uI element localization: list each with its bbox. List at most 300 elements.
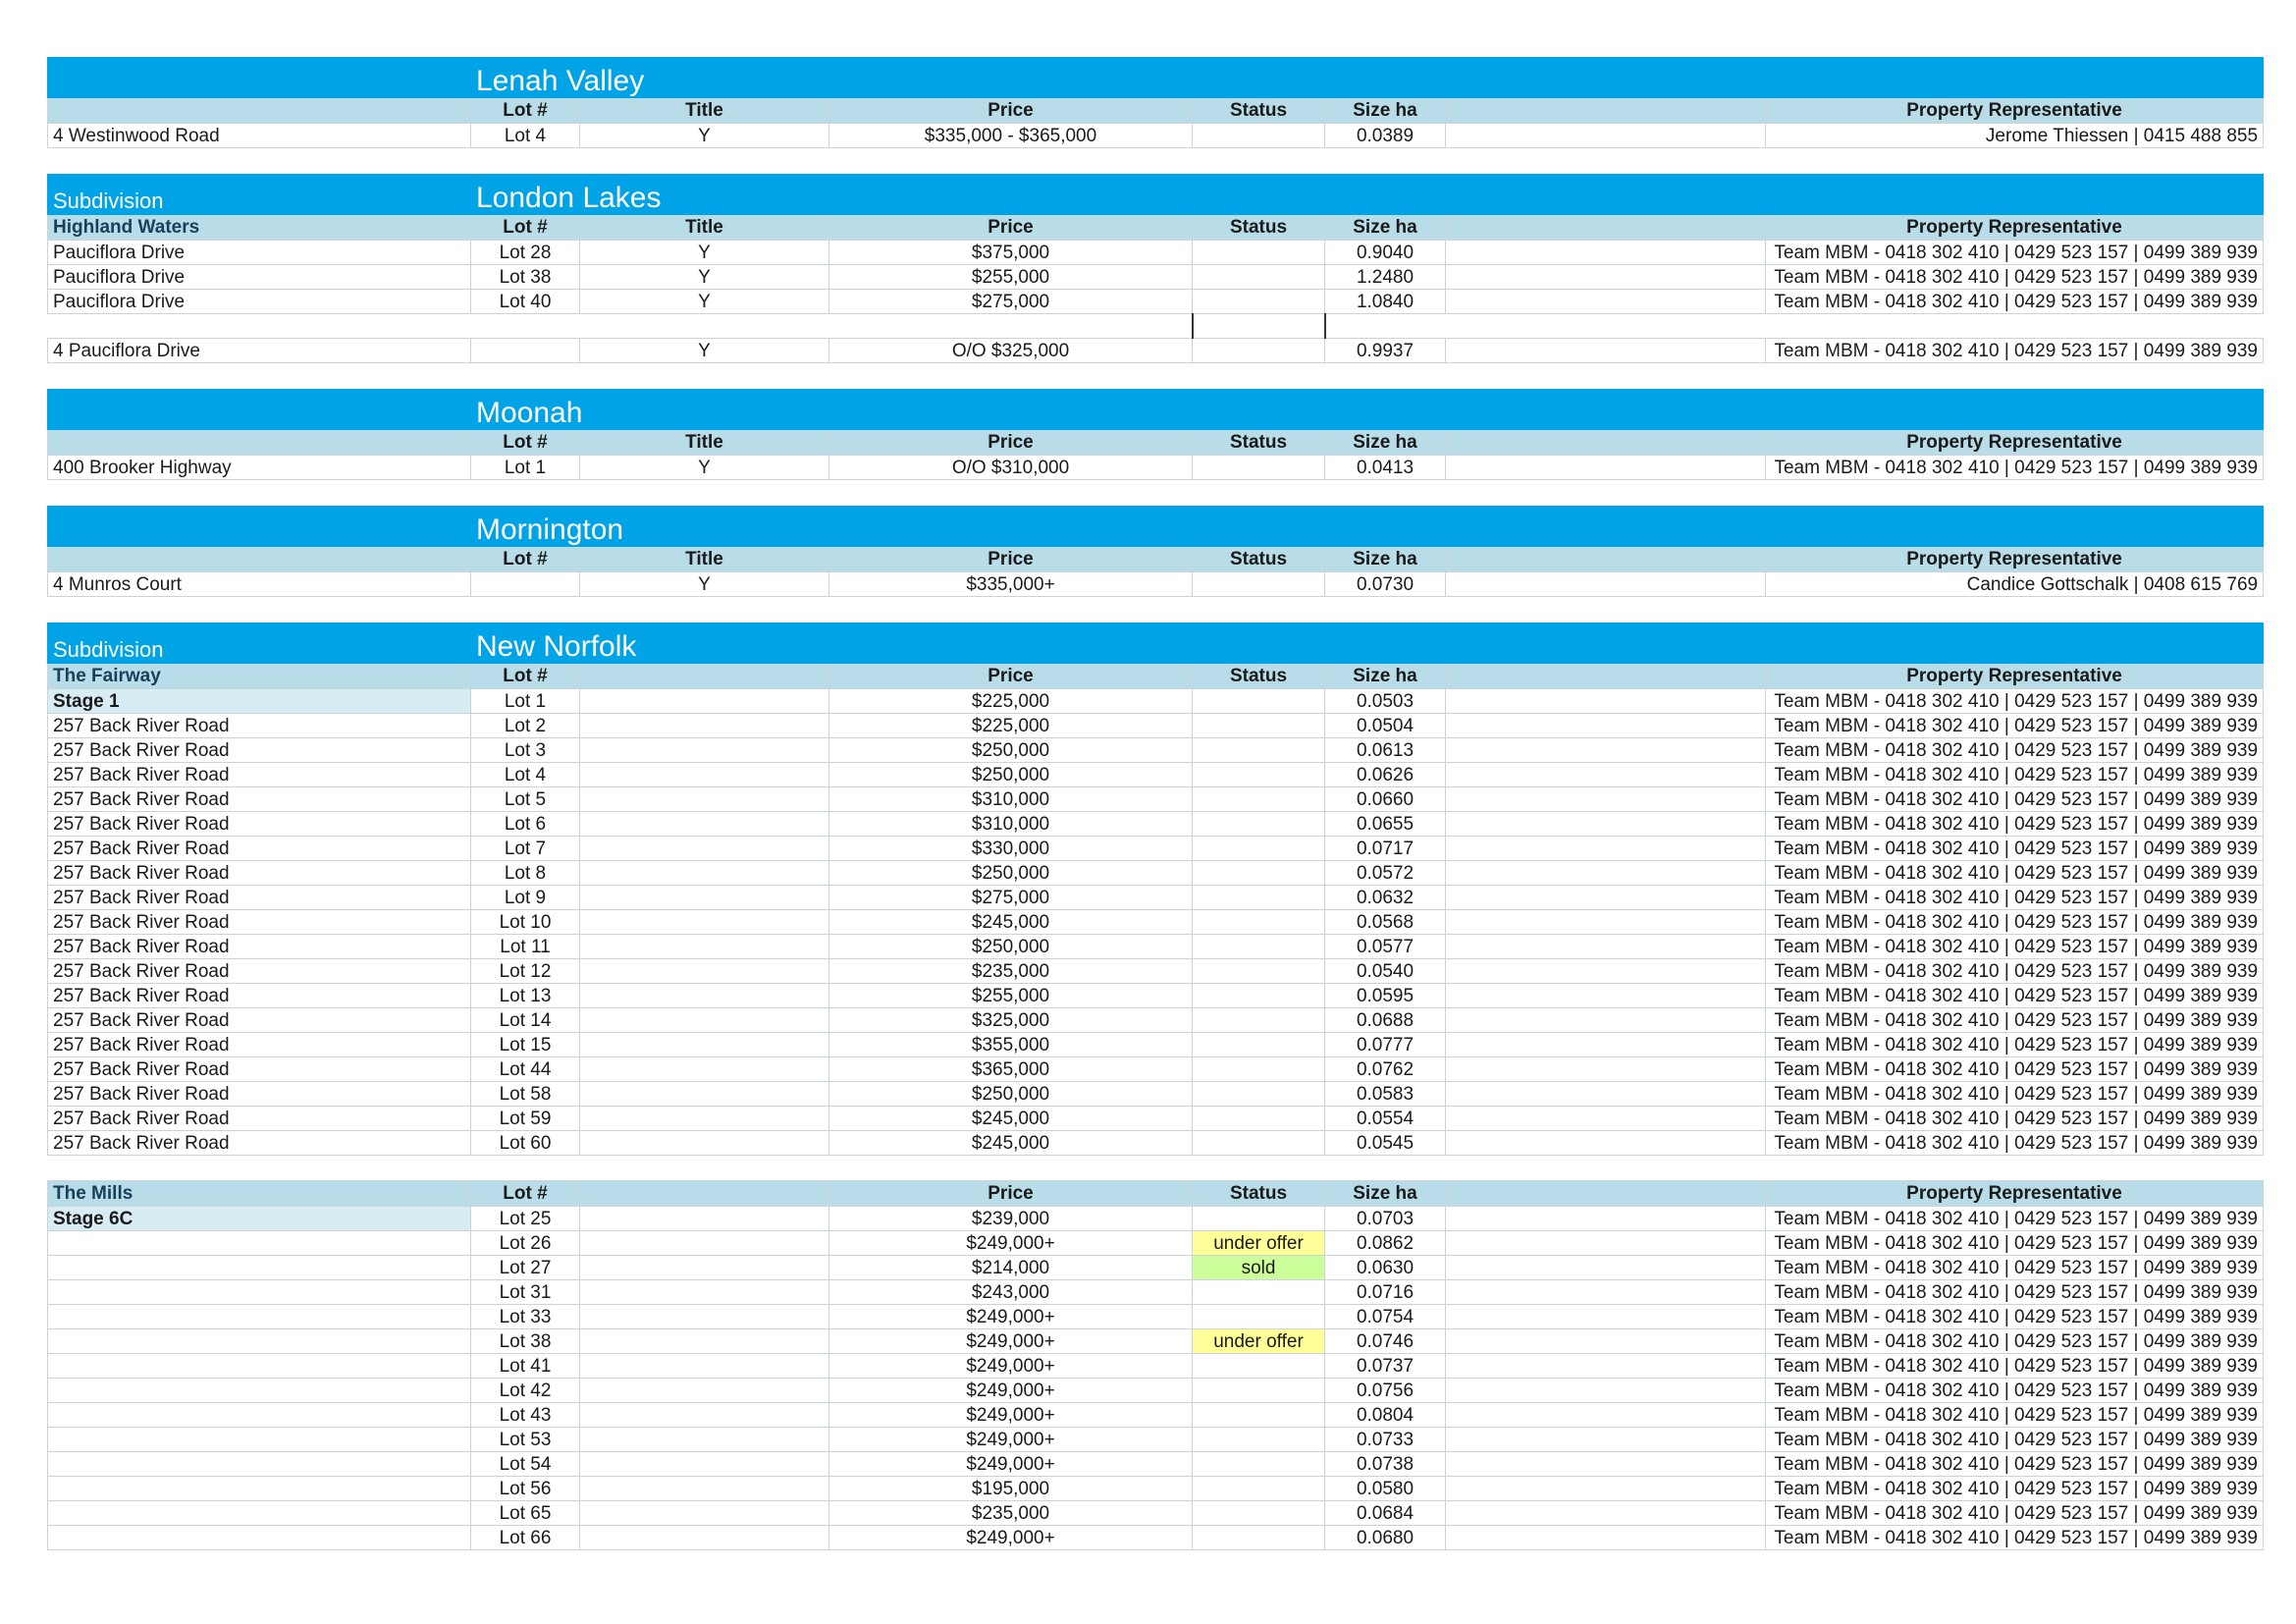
estate-name: The Mills <box>48 1181 471 1207</box>
rep-cell: Team MBM - 0418 302 410 | 0429 523 157 | 0499 389 939 <box>1766 1354 2264 1379</box>
col-rep-header: Property Representative <box>1766 664 2264 689</box>
col-status-header: Status <box>1193 664 1325 689</box>
title-cell <box>580 1280 829 1305</box>
price-cell: $249,000+ <box>829 1305 1193 1329</box>
rep-cell: Team MBM - 0418 302 410 | 0429 523 157 | 0499 389 939 <box>1766 1231 2264 1256</box>
status-cell <box>1193 787 1325 812</box>
status-cell <box>1193 1526 1325 1550</box>
rep-cell: Team MBM - 0418 302 410 | 0429 523 157 | 0499 389 939 <box>1766 1501 2264 1526</box>
price-cell: $249,000+ <box>829 1379 1193 1403</box>
col-rep-header: Property Representative <box>1766 98 2264 124</box>
section-label <box>48 58 471 98</box>
lot-cell: Lot 33 <box>471 1305 580 1329</box>
col-lot-header: Lot # <box>471 664 580 689</box>
price-cell: $249,000+ <box>829 1329 1193 1354</box>
price-cell: $250,000 <box>829 738 1193 763</box>
title-cell <box>580 837 829 861</box>
table-row <box>48 1403 2264 1428</box>
the-mills-section <box>47 1180 2264 1550</box>
table-row <box>48 787 2264 812</box>
table-row <box>48 1082 2264 1107</box>
spacer-cell <box>1446 1428 1766 1452</box>
lenah-valley-section <box>47 57 2264 148</box>
status-cell <box>1193 763 1325 787</box>
spacer-cell <box>1446 689 1766 714</box>
status-cell <box>1193 1452 1325 1477</box>
section-title-row <box>48 623 2264 664</box>
size-cell: 0.9937 <box>1325 339 1446 363</box>
status-cell <box>1193 1354 1325 1379</box>
size-cell: 0.0503 <box>1325 689 1446 714</box>
price-cell: $355,000 <box>829 1033 1193 1057</box>
size-cell: 0.0630 <box>1325 1256 1446 1280</box>
lot-cell: Lot 13 <box>471 984 580 1008</box>
address-cell: 257 Back River Road <box>48 837 471 861</box>
col-spacer <box>1446 215 1766 241</box>
lot-cell: Lot 31 <box>471 1280 580 1305</box>
title-cell <box>580 984 829 1008</box>
rep-cell: Team MBM - 0418 302 410 | 0429 523 157 | 0499 389 939 <box>1766 1082 2264 1107</box>
size-cell: 0.0545 <box>1325 1131 1446 1156</box>
address-cell: 257 Back River Road <box>48 910 471 935</box>
address-cell: Stage 6C <box>48 1207 471 1231</box>
spacer-cell <box>1446 1231 1766 1256</box>
price-cell: $245,000 <box>829 1131 1193 1156</box>
spacer-cell <box>1446 1057 1766 1082</box>
status-cell: under offer <box>1193 1329 1325 1354</box>
london-lakes-section <box>47 174 2264 363</box>
rep-cell: Team MBM - 0418 302 410 | 0429 523 157 | 0499 389 939 <box>1766 1033 2264 1057</box>
address-cell: 257 Back River Road <box>48 1008 471 1033</box>
status-cell <box>1193 837 1325 861</box>
address-cell: 257 Back River Road <box>48 738 471 763</box>
address-cell <box>48 1501 471 1526</box>
address-cell: 257 Back River Road <box>48 1057 471 1082</box>
title-cell <box>580 1082 829 1107</box>
col-spacer <box>1446 664 1766 689</box>
table-row <box>48 1379 2264 1403</box>
title-cell: Y <box>580 265 829 290</box>
price-cell: $250,000 <box>829 861 1193 886</box>
status-cell <box>1193 714 1325 738</box>
title-cell <box>580 1033 829 1057</box>
address-cell: 257 Back River Road <box>48 984 471 1008</box>
lot-cell: Lot 9 <box>471 886 580 910</box>
status-cell <box>1193 738 1325 763</box>
size-cell: 0.0540 <box>1325 959 1446 984</box>
address-cell <box>48 1231 471 1256</box>
lot-cell: Lot 59 <box>471 1107 580 1131</box>
size-cell: 0.0737 <box>1325 1354 1446 1379</box>
rep-cell: Team MBM - 0418 302 410 | 0429 523 157 | 0499 389 939 <box>1766 984 2264 1008</box>
rep-cell: Team MBM - 0418 302 410 | 0429 523 157 | 0499 389 939 <box>1766 1526 2264 1550</box>
address-cell: 257 Back River Road <box>48 812 471 837</box>
suburb-name: New Norfolk <box>471 623 2264 664</box>
table-row <box>48 1008 2264 1033</box>
address-cell <box>48 1354 471 1379</box>
estate-name <box>48 430 471 456</box>
table-row <box>48 1477 2264 1501</box>
address-cell: Pauciflora Drive <box>48 241 471 265</box>
spacer-cell <box>1446 984 1766 1008</box>
status-cell <box>1193 861 1325 886</box>
address-cell <box>48 1428 471 1452</box>
lot-cell <box>471 339 580 363</box>
col-status-header: Status <box>1193 430 1325 456</box>
status-cell <box>1193 1501 1325 1526</box>
rep-cell: Team MBM - 0418 302 410 | 0429 523 157 | 0499 389 939 <box>1766 1477 2264 1501</box>
col-size-header: Size ha <box>1325 215 1446 241</box>
table-row <box>48 572 2264 597</box>
status-cell <box>1193 290 1325 314</box>
price-cell: $249,000+ <box>829 1452 1193 1477</box>
title-cell <box>580 1057 829 1082</box>
spacer-cell <box>1446 1280 1766 1305</box>
lot-cell: Lot 38 <box>471 1329 580 1354</box>
address-cell: 257 Back River Road <box>48 886 471 910</box>
col-price-header: Price <box>829 1181 1193 1207</box>
price-cell: $245,000 <box>829 910 1193 935</box>
spacer-cell <box>1446 1477 1766 1501</box>
lot-cell: Lot 4 <box>471 763 580 787</box>
address-cell: 257 Back River Road <box>48 1131 471 1156</box>
title-cell <box>580 1107 829 1131</box>
spacer-cell <box>1446 1403 1766 1428</box>
table-row <box>48 837 2264 861</box>
table-row <box>48 290 2264 314</box>
spacer-cell <box>1446 1082 1766 1107</box>
address-cell: 4 Westinwood Road <box>48 124 471 148</box>
size-cell: 0.0580 <box>1325 1477 1446 1501</box>
address-cell: 257 Back River Road <box>48 787 471 812</box>
col-rep-header: Property Representative <box>1766 1181 2264 1207</box>
col-lot-header: Lot # <box>471 430 580 456</box>
col-title-header: Title <box>580 215 829 241</box>
title-cell <box>580 1305 829 1329</box>
section-label <box>48 507 471 547</box>
address-cell: 257 Back River Road <box>48 861 471 886</box>
size-cell: 0.0716 <box>1325 1280 1446 1305</box>
status-cell <box>1193 812 1325 837</box>
spacer-cell <box>1446 1107 1766 1131</box>
spacer-cell <box>1446 886 1766 910</box>
table-row <box>48 265 2264 290</box>
lot-cell: Lot 56 <box>471 1477 580 1501</box>
column-header-row <box>48 664 2264 689</box>
price-cell: $325,000 <box>829 1008 1193 1033</box>
col-title-header: Title <box>580 547 829 572</box>
rep-cell: Team MBM - 0418 302 410 | 0429 523 157 | 0499 389 939 <box>1766 689 2264 714</box>
status-cell <box>1193 689 1325 714</box>
address-cell: 257 Back River Road <box>48 1033 471 1057</box>
column-header-row <box>48 98 2264 124</box>
rep-cell: Team MBM - 0418 302 410 | 0429 523 157 | 0499 389 939 <box>1766 763 2264 787</box>
address-cell <box>48 1526 471 1550</box>
lot-cell: Lot 6 <box>471 812 580 837</box>
address-cell <box>48 1280 471 1305</box>
col-status-header: Status <box>1193 215 1325 241</box>
lot-cell: Lot 65 <box>471 1501 580 1526</box>
title-cell <box>580 1231 829 1256</box>
col-size-header: Size ha <box>1325 98 1446 124</box>
lot-cell: Lot 10 <box>471 910 580 935</box>
spacer-cell <box>1446 1452 1766 1477</box>
spacer-cell <box>1446 935 1766 959</box>
lot-cell: Lot 1 <box>471 689 580 714</box>
address-cell: 257 Back River Road <box>48 714 471 738</box>
status-cell <box>1193 1305 1325 1329</box>
title-cell <box>580 1428 829 1452</box>
col-spacer <box>1446 1181 1766 1207</box>
lot-cell: Lot 2 <box>471 714 580 738</box>
suburb-name: London Lakes <box>471 175 2264 215</box>
price-cell: O/O $325,000 <box>829 339 1193 363</box>
col-size-header: Size ha <box>1325 430 1446 456</box>
rep-cell: Team MBM - 0418 302 410 | 0429 523 157 | 0499 389 939 <box>1766 456 2264 480</box>
price-cell: $375,000 <box>829 241 1193 265</box>
suburb-name: Lenah Valley <box>471 58 2264 98</box>
section-title-row <box>48 507 2264 547</box>
price-cell: $243,000 <box>829 1280 1193 1305</box>
size-cell: 1.2480 <box>1325 265 1446 290</box>
lot-cell: Lot 54 <box>471 1452 580 1477</box>
col-size-header: Size ha <box>1325 547 1446 572</box>
table-row <box>48 1354 2264 1379</box>
column-header-row <box>48 1181 2264 1207</box>
col-lot-header: Lot # <box>471 98 580 124</box>
address-cell <box>48 1379 471 1403</box>
column-header-row <box>48 430 2264 456</box>
size-cell: 0.0655 <box>1325 812 1446 837</box>
title-cell: Y <box>580 456 829 480</box>
spacer-cell <box>1446 572 1766 597</box>
size-cell: 0.0660 <box>1325 787 1446 812</box>
size-cell: 0.0583 <box>1325 1082 1446 1107</box>
lot-cell: Lot 1 <box>471 456 580 480</box>
address-cell: 257 Back River Road <box>48 1082 471 1107</box>
lot-cell: Lot 7 <box>471 837 580 861</box>
size-cell: 0.0688 <box>1325 1008 1446 1033</box>
lot-cell: Lot 11 <box>471 935 580 959</box>
status-cell <box>1193 124 1325 148</box>
rep-cell: Team MBM - 0418 302 410 | 0429 523 157 | 0499 389 939 <box>1766 1379 2264 1403</box>
address-cell: 257 Back River Road <box>48 763 471 787</box>
col-title-header: Title <box>580 430 829 456</box>
address-cell: 4 Pauciflora Drive <box>48 339 471 363</box>
rep-cell: Team MBM - 0418 302 410 | 0429 523 157 | 0499 389 939 <box>1766 1008 2264 1033</box>
lot-cell: Lot 26 <box>471 1231 580 1256</box>
rep-cell: Team MBM - 0418 302 410 | 0429 523 157 | 0499 389 939 <box>1766 910 2264 935</box>
rep-cell: Team MBM - 0418 302 410 | 0429 523 157 | 0499 389 939 <box>1766 935 2264 959</box>
price-cell: $255,000 <box>829 265 1193 290</box>
lot-cell: Lot 4 <box>471 124 580 148</box>
status-cell <box>1193 1428 1325 1452</box>
lot-cell: Lot 25 <box>471 1207 580 1231</box>
size-cell: 0.0746 <box>1325 1329 1446 1354</box>
status-cell <box>1193 1477 1325 1501</box>
price-cell: $249,000+ <box>829 1354 1193 1379</box>
title-cell <box>580 812 829 837</box>
spacer-cell <box>1446 1501 1766 1526</box>
table-row <box>48 689 2264 714</box>
rep-cell: Team MBM - 0418 302 410 | 0429 523 157 | 0499 389 939 <box>1766 1256 2264 1280</box>
title-cell <box>580 689 829 714</box>
lot-cell: Lot 38 <box>471 265 580 290</box>
rep-cell: Team MBM - 0418 302 410 | 0429 523 157 | 0499 389 939 <box>1766 1329 2264 1354</box>
rep-cell: Team MBM - 0418 302 410 | 0429 523 157 | 0499 389 939 <box>1766 959 2264 984</box>
status-cell: under offer <box>1193 1231 1325 1256</box>
price-cell: $195,000 <box>829 1477 1193 1501</box>
size-cell: 0.0680 <box>1325 1526 1446 1550</box>
spacer-cell <box>1446 1207 1766 1231</box>
address-cell: 257 Back River Road <box>48 959 471 984</box>
address-cell: Pauciflora Drive <box>48 265 471 290</box>
spacer-cell <box>1446 787 1766 812</box>
size-cell: 0.0730 <box>1325 572 1446 597</box>
title-cell <box>580 886 829 910</box>
spacer-cell <box>1446 456 1766 480</box>
table-row <box>48 738 2264 763</box>
lot-cell: Lot 66 <box>471 1526 580 1550</box>
status-cell <box>1193 1207 1325 1231</box>
status-cell: sold <box>1193 1256 1325 1280</box>
table-row <box>48 124 2264 148</box>
col-spacer <box>1446 547 1766 572</box>
rep-cell: Team MBM - 0418 302 410 | 0429 523 157 | 0499 389 939 <box>1766 787 2264 812</box>
col-lot-header: Lot # <box>471 215 580 241</box>
col-title-header <box>580 1181 829 1207</box>
title-cell <box>580 910 829 935</box>
rep-cell: Jerome Thiessen | 0415 488 855 <box>1766 124 2264 148</box>
size-cell: 0.0389 <box>1325 124 1446 148</box>
lot-cell: Lot 44 <box>471 1057 580 1082</box>
title-cell <box>580 935 829 959</box>
title-cell <box>580 1329 829 1354</box>
price-cell: $330,000 <box>829 837 1193 861</box>
size-cell: 0.0595 <box>1325 984 1446 1008</box>
spacer-cell <box>1446 1033 1766 1057</box>
price-cell: $239,000 <box>829 1207 1193 1231</box>
table-row <box>48 1329 2264 1354</box>
table-row <box>48 1256 2264 1280</box>
lot-cell: Lot 15 <box>471 1033 580 1057</box>
rep-cell: Team MBM - 0418 302 410 | 0429 523 157 | 0499 389 939 <box>1766 861 2264 886</box>
price-cell: $245,000 <box>829 1107 1193 1131</box>
title-cell <box>580 1501 829 1526</box>
lot-cell: Lot 60 <box>471 1131 580 1156</box>
title-cell <box>580 763 829 787</box>
table-row <box>48 1305 2264 1329</box>
spacer-cell <box>1446 1354 1766 1379</box>
section-title-row <box>48 390 2264 430</box>
rep-cell: Team MBM - 0418 302 410 | 0429 523 157 | 0499 389 939 <box>1766 738 2264 763</box>
table-row <box>48 456 2264 480</box>
address-cell: 4 Munros Court <box>48 572 471 597</box>
table-row <box>48 1428 2264 1452</box>
rep-cell: Team MBM - 0418 302 410 | 0429 523 157 | 0499 389 939 <box>1766 714 2264 738</box>
spacer-cell <box>1446 837 1766 861</box>
col-price-header: Price <box>829 215 1193 241</box>
title-cell <box>580 1256 829 1280</box>
rep-cell: Team MBM - 0418 302 410 | 0429 523 157 | 0499 389 939 <box>1766 265 2264 290</box>
status-cell <box>1193 572 1325 597</box>
spacer-cell <box>1446 1256 1766 1280</box>
rep-cell: Team MBM - 0418 302 410 | 0429 523 157 | 0499 389 939 <box>1766 1428 2264 1452</box>
spacer-cell <box>1446 1008 1766 1033</box>
table-row <box>48 1501 2264 1526</box>
status-cell <box>1193 886 1325 910</box>
status-cell <box>1193 1008 1325 1033</box>
price-cell: $250,000 <box>829 763 1193 787</box>
estate-name <box>48 98 471 124</box>
address-cell <box>48 1452 471 1477</box>
title-cell: Y <box>580 339 829 363</box>
spacer-cell <box>1446 959 1766 984</box>
estate-name: The Fairway <box>48 664 471 689</box>
status-cell <box>1193 1033 1325 1057</box>
col-price-header: Price <box>829 430 1193 456</box>
estate-name <box>48 547 471 572</box>
title-cell <box>580 1207 829 1231</box>
section-title-row <box>48 175 2264 215</box>
size-cell: 0.0717 <box>1325 837 1446 861</box>
price-cell: $275,000 <box>829 886 1193 910</box>
table-row <box>48 886 2264 910</box>
table-row <box>48 984 2264 1008</box>
price-cell: $214,000 <box>829 1256 1193 1280</box>
address-cell <box>48 1477 471 1501</box>
size-cell: 0.0754 <box>1325 1305 1446 1329</box>
lot-cell: Lot 42 <box>471 1379 580 1403</box>
spacer-cell <box>1446 1379 1766 1403</box>
rep-cell: Team MBM - 0418 302 410 | 0429 523 157 | 0499 389 939 <box>1766 1280 2264 1305</box>
rep-cell: Team MBM - 0418 302 410 | 0429 523 157 | 0499 389 939 <box>1766 1452 2264 1477</box>
table-row <box>48 1452 2264 1477</box>
table-row <box>48 241 2264 265</box>
price-cell: $225,000 <box>829 714 1193 738</box>
status-cell <box>1193 910 1325 935</box>
title-cell <box>580 1526 829 1550</box>
table-row <box>48 1231 2264 1256</box>
table-row <box>48 1280 2264 1305</box>
title-cell <box>580 738 829 763</box>
rep-cell: Team MBM - 0418 302 410 | 0429 523 157 | 0499 389 939 <box>1766 290 2264 314</box>
size-cell: 0.9040 <box>1325 241 1446 265</box>
size-cell: 0.0613 <box>1325 738 1446 763</box>
rep-cell: Candice Gottschalk | 0408 615 769 <box>1766 572 2264 597</box>
lot-cell: Lot 28 <box>471 241 580 265</box>
spacer-cell <box>1446 861 1766 886</box>
size-cell: 0.0756 <box>1325 1379 1446 1403</box>
section-label <box>48 390 471 430</box>
price-cell: $235,000 <box>829 1501 1193 1526</box>
land-listings-sheet <box>47 57 2263 1550</box>
spacer-cell <box>1446 1305 1766 1329</box>
status-cell <box>1193 456 1325 480</box>
title-cell <box>580 861 829 886</box>
status-cell <box>1193 935 1325 959</box>
moonah-section <box>47 389 2264 480</box>
title-cell <box>580 1008 829 1033</box>
size-cell: 0.0554 <box>1325 1107 1446 1131</box>
status-cell <box>1193 1082 1325 1107</box>
lot-cell: Lot 40 <box>471 290 580 314</box>
section-label: Subdivision <box>48 175 471 215</box>
lot-cell: Lot 58 <box>471 1082 580 1107</box>
lot-cell: Lot 43 <box>471 1403 580 1428</box>
suburb-name: Moonah <box>471 390 2264 430</box>
spacer-cell <box>1446 339 1766 363</box>
